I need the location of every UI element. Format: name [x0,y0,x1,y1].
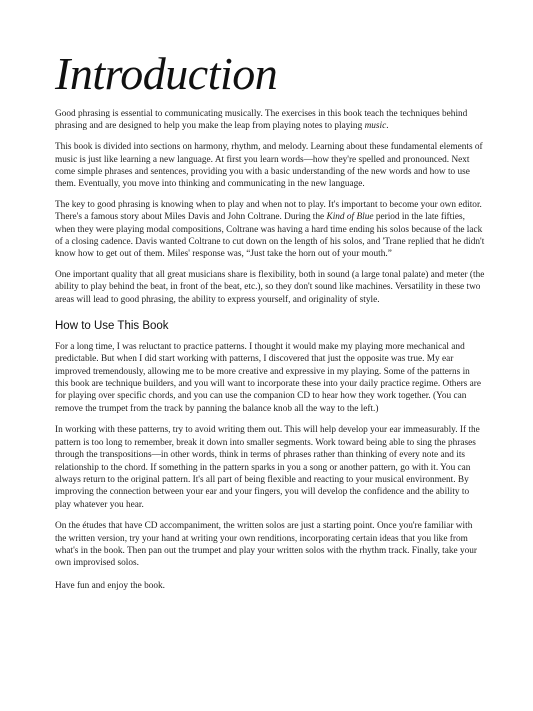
emphasis-music: music [364,121,387,132]
paragraph-phrasing-essential: Good phrasing is essential to communicating musically. The exercises in this book teach the techniques behind phrasing and are designed to help you make the leap from playing notes to playing music. [55,109,468,132]
paragraph-flexibility: One important quality that all great musicians share is flexibility, both in sound (a large tonal palate) and meter (the ability to play behind the beat, in front of the beat, etc.), so they don't sound like machines. Versatility in these two areas will lead to good phrasing, the ability to express yourself, and originality of style. [55,270,485,305]
paragraph-working-with-patterns: In working with these patterns, try to avoid writing them out. This will help develop your ear immeasurably. If the pattern is too long to remember, break it down into smaller segments. Work toward being able to sing the phrases through the transpositions—in other words, think in terms of phrases rather than thinking of every note and its relationship to the chord. If something in the pattern sparks in you a song or another pattern, go with it. You can always return to the original pattern. It's all part of being flexible and reacting to your musical environment. By improving the connection between your ear and your fingers, you will develop the confidence and the ability to play whatever you hear. [55,425,480,510]
page-title: Introduction [55,48,278,99]
paragraph-have-fun: Have fun and enjoy the book. [55,580,165,591]
section-heading-how-to-use: How to Use This Book [55,319,169,332]
how-to-use-section [55,319,485,592]
document-page [55,48,485,602]
paragraph-book-sections: This book is divided into sections on harmony, rhythm, and melody. Learning about these fundamental elements of music is just like learning a new language. At first you learn words—how they're spelled and pronounced. Next come simple phrases and sentences, providing you with a basic understanding of the new words and how to use them. Eventually, you move into thinking and communicating in the new language. [55,142,483,190]
paragraph-etudes: On the études that have CD accompaniment, the written solos are just a starting point. Once you're familiar with the written version, try your hand at writing your own renditions, incorporating certain ideas that you like from what's in the book. Then pan out the trumpet and play your written solos with the rhythm track. Finally, take your own improvised solos. [55,521,478,569]
paragraph-patterns: For a long time, I was reluctant to practice patterns. I thought it would make my playing more mechanical and predictable. But when I did start working with patterns, I discovered that just the opposite was true. My ear improved tremendously, allowing me to be more creative and expressive in my playing. Some of the patterns in this book are technique builders, and you will want to incorporate these into your daily practice regime. Others are for playing over specific chords, and you can use the companion CD to hear how they work together. (You can remove the trumpet from the track by panning the balance knob all the way to the left.) [55,341,481,414]
paragraph-key-to-phrasing: The key to good phrasing is knowing when to play and when not to play. It's important to become your own editor. There's a famous story about Miles Davis and John Coltrane. During the Kind of Blue period in the late fifties, when they were playing modal compositions, Coltrane was having a hard time ending his solos because of the lack of a closing cadence. Davis wanted Coltrane to cut down on the length of his solos, and 'Trane replied that he didn't know how to get out of them. Miles' response was, “Just take the horn out of your mouth.” [55,200,485,260]
emphasis-kind-of-blue: Kind of Blue [326,212,374,223]
intro-section [55,108,485,306]
